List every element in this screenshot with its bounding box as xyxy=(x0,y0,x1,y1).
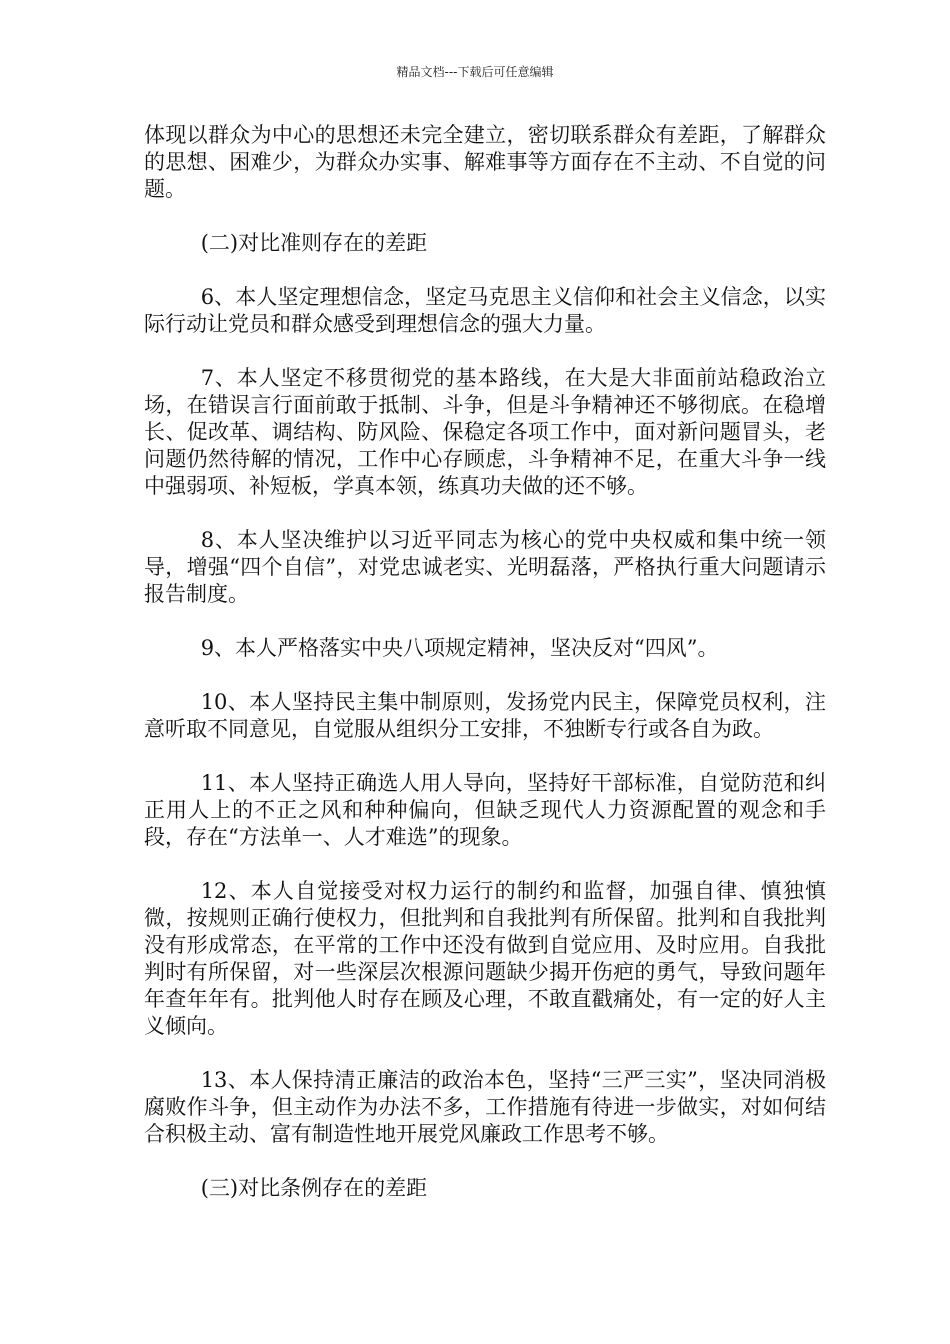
paragraph-item-12: 12、本人自觉接受对权力运行的制约和监督，加强自律、慎独慎微，按规则正确行使权力，但批判和自我批判有所保留。批判和自我批判没有形成常态，在平常的工作中还没有做到自觉应用、及时应用。自我批判时有所保留，对一些深层次根源问题缺少揭开伤疤的勇气，导致问题年年查年年有。批判他人时存在顾及心理，不敢直戳痛处，有一定的好人主义倾向。 xyxy=(144,879,826,1038)
paragraph-item-7: 7、本人坚定不移贯彻党的基本路线，在大是大非面前站稳政治立场，在错误言行面前敢于抵制、斗争，但是斗争精神还不够彻底。在稳增长、促改革、调结构、防风险、保稳定各项工作中，面对新问题冒头，老问题仍然待解的情况，工作中心存顾虑，斗争精神不足，在重大斗争一线中强弱项、补短板，学真本领，练真功夫做的还不够。 xyxy=(144,366,826,498)
section-heading-2: (二)对比准则存在的差距 xyxy=(200,231,428,255)
paragraph-item-6: 6、本人坚定理想信念，坚定马克思主义信仰和社会主义信念，以实际行动让党员和群众感受到理想信念的强大力量。 xyxy=(144,285,826,336)
paragraph-item-8: 8、本人坚决维护以习近平同志为核心的党中央权威和集中统一领导，增强“四个自信”，对党忠诚老实、光明磊落，严格执行重大问题请示报告制度。 xyxy=(144,528,826,606)
paragraph-item-9: 9、本人严格落实中央八项规定精神，坚决反对“四风”。 xyxy=(200,636,719,660)
paragraph-item-10: 10、本人坚持民主集中制原则，发扬党内民主，保障党员权利，注意听取不同意见，自觉服从组织分工安排，不独断专行或各自为政。 xyxy=(144,690,826,741)
paragraph-item-11: 11、本人坚持正确选人用人导向，坚持好干部标准，自觉防范和纠正用人上的不正之风和种种偏向，但缺乏现代人力资源配置的观念和手段，存在“方法单一、人才难选”的现象。 xyxy=(144,771,826,849)
page-header: 精品文档---下载后可任意编辑 xyxy=(396,65,554,79)
document-body xyxy=(144,122,826,1229)
paragraph-continuation: 体现以群众为中心的思想还未完全建立，密切联系群众有差距，了解群众的思想、困难少，为群众办实事、解难事等方面存在不主动、不自觉的问题。 xyxy=(144,123,826,201)
paragraph-item-13: 13、本人保持清正廉洁的政治本色，坚持“三严三实”，坚决同消极腐败作斗争，但主动作为办法不多，工作措施有待进一步做实，对如何结合积极主动、富有制造性地开展党风廉政工作思考不够。 xyxy=(144,1068,826,1146)
section-heading-3: (三)对比条例存在的差距 xyxy=(200,1176,428,1200)
